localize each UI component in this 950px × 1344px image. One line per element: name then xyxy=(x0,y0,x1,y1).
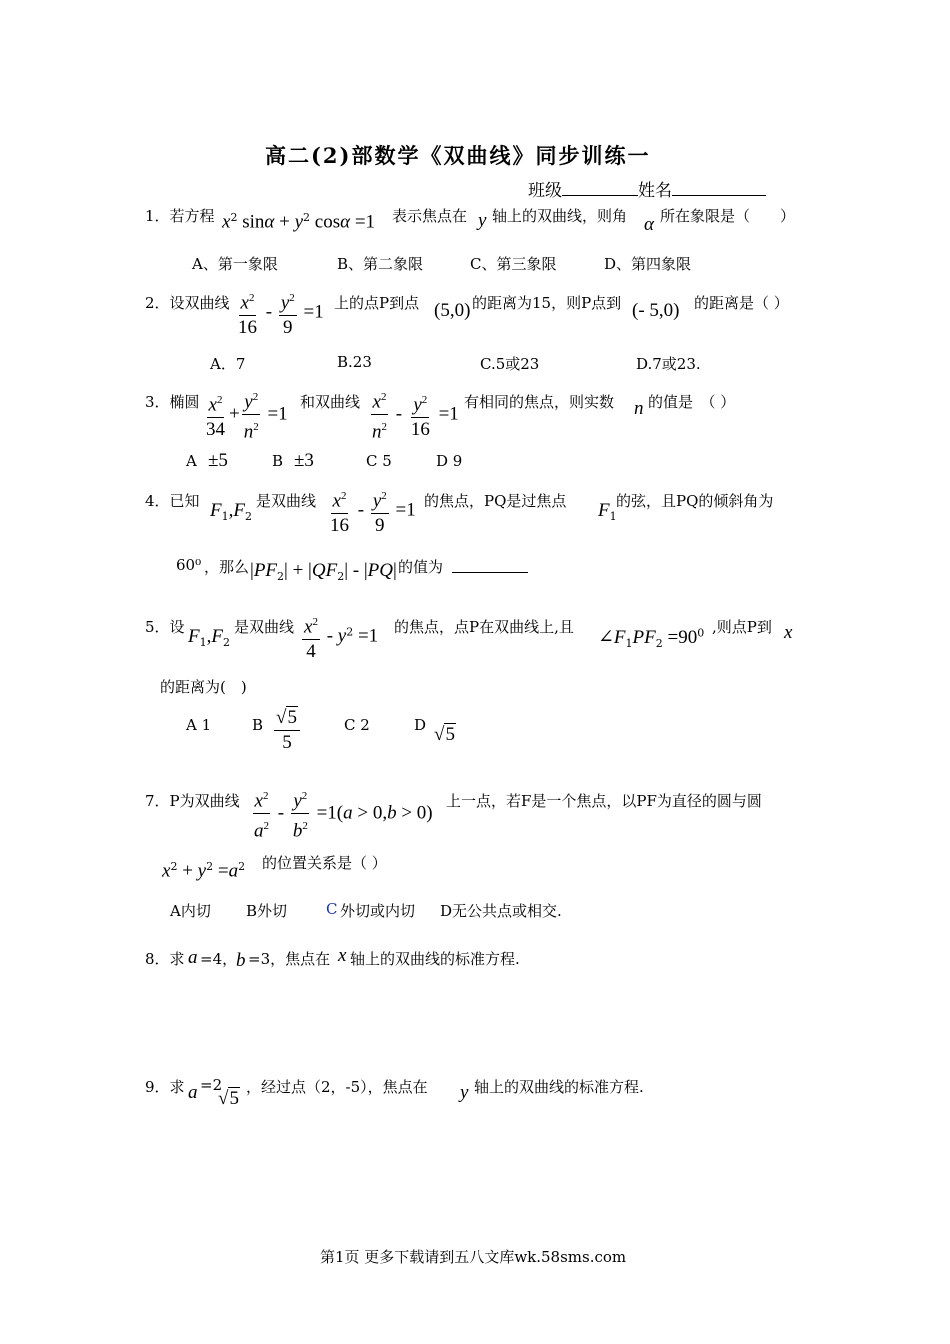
q5-text-tail: ,则点P到 xyxy=(712,618,772,636)
page-title: 高二(2)部数学《双曲线》同步训练一 xyxy=(265,143,651,168)
q3-option-d[interactable]: D 9 xyxy=(436,452,463,470)
q3-formula-hyperbola: $\frac{x^2}{n^2}$ - $\frac{y^2}{16}$ =1 xyxy=(368,385,459,445)
q1-option-c[interactable]: C、第三象限 xyxy=(470,255,557,273)
q7-option-c-text: 外切或内切 xyxy=(340,902,416,920)
q8-text-tail: 轴上的双曲线的标准方程. xyxy=(350,950,520,968)
q4-text-tail: 的弦，且PQ的倾斜角为 xyxy=(616,492,774,510)
q2-text-tail: 的距离是（ ） xyxy=(694,294,789,312)
q2-option-a[interactable]: A．7 xyxy=(210,355,246,373)
q4-text-mid: 是双曲线 xyxy=(256,492,317,510)
q3-formula-ellipse: $\frac{x^2}{34}$ + $\frac{y^2}{n^2}$ =1 xyxy=(202,385,288,445)
q4-number: 4．已知 xyxy=(145,492,200,510)
class-label: 班级 xyxy=(528,181,562,201)
q2-point2: (- 5,0) xyxy=(632,300,680,321)
q5-line2: 的距离为( ) xyxy=(160,678,247,696)
q3-option-b-label[interactable]: B xyxy=(272,452,284,470)
q5-text-mid: 是双曲线 xyxy=(234,618,295,636)
q2-option-c[interactable]: C.5或23 xyxy=(480,355,540,373)
q7-option-c-label[interactable]: C xyxy=(326,900,338,918)
q8-var-a: a xyxy=(188,947,198,968)
q2-text-mid2: 的距离为15，则P点到 xyxy=(472,294,622,312)
q7-option-d[interactable]: D无公共点或相交. xyxy=(440,902,562,920)
q3-number: 3．椭圆 xyxy=(145,393,200,411)
q5-option-b-label[interactable]: B xyxy=(252,716,264,734)
q7-formula: $\frac{x^2}{a^2}$ - $\frac{y^2}{b^2}$ =1(a > 0,b > 0) xyxy=(250,784,433,844)
q3-text-tail: 的值是 （ ） xyxy=(648,393,736,411)
q2-point1: (5,0) xyxy=(434,300,471,321)
q4-f1: $F_1$ xyxy=(598,500,617,524)
q9-var-a: a xyxy=(188,1082,198,1103)
q1-text-mid: 表示焦点在 xyxy=(392,207,468,225)
q1-text-tail: 所在象限是（ ） xyxy=(660,207,796,225)
q3-option-a-label[interactable]: A xyxy=(186,452,197,470)
q8-b-value: =3，焦点在 xyxy=(248,950,331,968)
q8-number: 8．求 xyxy=(145,950,185,968)
q9-var-y: y xyxy=(460,1082,469,1103)
q4-text-mid2: 的焦点，PQ是过焦点 xyxy=(424,492,567,510)
q4-answer-blank[interactable] xyxy=(452,556,528,573)
q1-option-a[interactable]: A、第一象限 xyxy=(192,255,278,273)
q3-text-mid: 和双曲线 xyxy=(300,393,361,411)
q5-option-a[interactable]: A 1 xyxy=(186,716,212,734)
q5-foci: $F_1,F_2$ xyxy=(188,626,230,650)
q4-foci: $F_1,F_2$ xyxy=(210,500,252,524)
q3-text-mid2: 有相同的焦点，则实数 xyxy=(464,393,615,411)
q5-option-d-label[interactable]: D xyxy=(414,716,427,734)
name-blank[interactable] xyxy=(672,195,766,196)
q1-text-mid2: 轴上的双曲线，则角 xyxy=(492,207,628,225)
class-blank[interactable] xyxy=(562,195,638,196)
q5-var-x: x xyxy=(784,622,793,643)
q7-line2-tail: 的位置关系是（ ） xyxy=(262,854,387,872)
q1-var-alpha: α xyxy=(644,214,654,235)
q3-option-b-value: ±3 xyxy=(294,450,314,471)
q1-option-d[interactable]: D、第四象限 xyxy=(604,255,692,273)
q4-expression: $|PF_2| + |QF_2| - |PQ|$ xyxy=(250,560,397,584)
q9-a-value: =2 xyxy=(200,1076,223,1094)
q5-formula: $\frac{x^2}{4}$ - $y^2 =1$ xyxy=(300,610,378,664)
q4-formula: $\frac{x^2}{16}$ - $\frac{y^2}{9}$ =1 xyxy=(326,484,416,538)
q1-option-b[interactable]: B、第二象限 xyxy=(337,255,424,273)
q5-option-d-value: √5 xyxy=(434,724,455,745)
q3-var-n: n xyxy=(634,398,644,419)
q5-option-b-value: $\frac{√5}{5}$ xyxy=(272,706,302,755)
q1-number: 1．若方程 xyxy=(145,207,215,225)
q7-text-tail: 上一点，若F是一个焦点，以PF为直径的圆与圆 xyxy=(446,792,762,810)
q5-angle: $\angle F_1PF_2 =90^0$ xyxy=(598,626,705,651)
q3-option-a-value: ±5 xyxy=(208,450,228,471)
q9-sqrt: √5 xyxy=(218,1088,239,1109)
q2-text-mid: 上的点P到点 xyxy=(334,294,420,312)
q2-number: 2．设双曲线 xyxy=(145,294,230,312)
q7-circle: $x^2 + y^2 =a^2$ xyxy=(162,860,246,882)
q4-line2-tail: 的值为 xyxy=(398,558,444,576)
q8-a-value: =4， xyxy=(200,950,238,968)
q4-line2-mid: ，那么 xyxy=(204,558,250,576)
q8-var-b: b xyxy=(236,950,246,971)
q5-text-mid2: 的焦点，点P在双曲线上,且 xyxy=(394,618,574,636)
q2-option-b[interactable]: B.23 xyxy=(337,353,372,371)
q9-text-tail: 轴上的双曲线的标准方程. xyxy=(474,1078,644,1096)
q5-option-c[interactable]: C 2 xyxy=(344,716,370,734)
q5-number: 5．设 xyxy=(145,618,185,636)
q2-option-d[interactable]: D.7或23. xyxy=(636,355,701,373)
q1-formula: $x^2$ $\sin\alpha + y^2$ cosα =1 xyxy=(222,211,376,233)
q7-option-b[interactable]: B外切 xyxy=(246,902,288,920)
q7-option-a[interactable]: A内切 xyxy=(170,902,211,920)
page-footer: 第1页 更多下载请到五八文库wk.58sms.com xyxy=(320,1248,627,1266)
q8-var-x: x xyxy=(338,945,347,966)
q4-angle: 60⁰ xyxy=(176,556,202,574)
q1-var-y: y xyxy=(478,210,487,231)
q9-number: 9．求 xyxy=(145,1078,185,1096)
q7-number: 7．P为双曲线 xyxy=(145,792,240,810)
name-label: 姓名 xyxy=(638,181,672,201)
q3-option-c[interactable]: C 5 xyxy=(366,452,392,470)
class-name-line xyxy=(528,176,766,201)
q2-formula: $\frac{x^2}{16}$ - $\frac{y^2}{9}$ =1 xyxy=(234,286,324,340)
q9-text-mid: ，经过点（2，-5），焦点在 xyxy=(246,1078,428,1096)
